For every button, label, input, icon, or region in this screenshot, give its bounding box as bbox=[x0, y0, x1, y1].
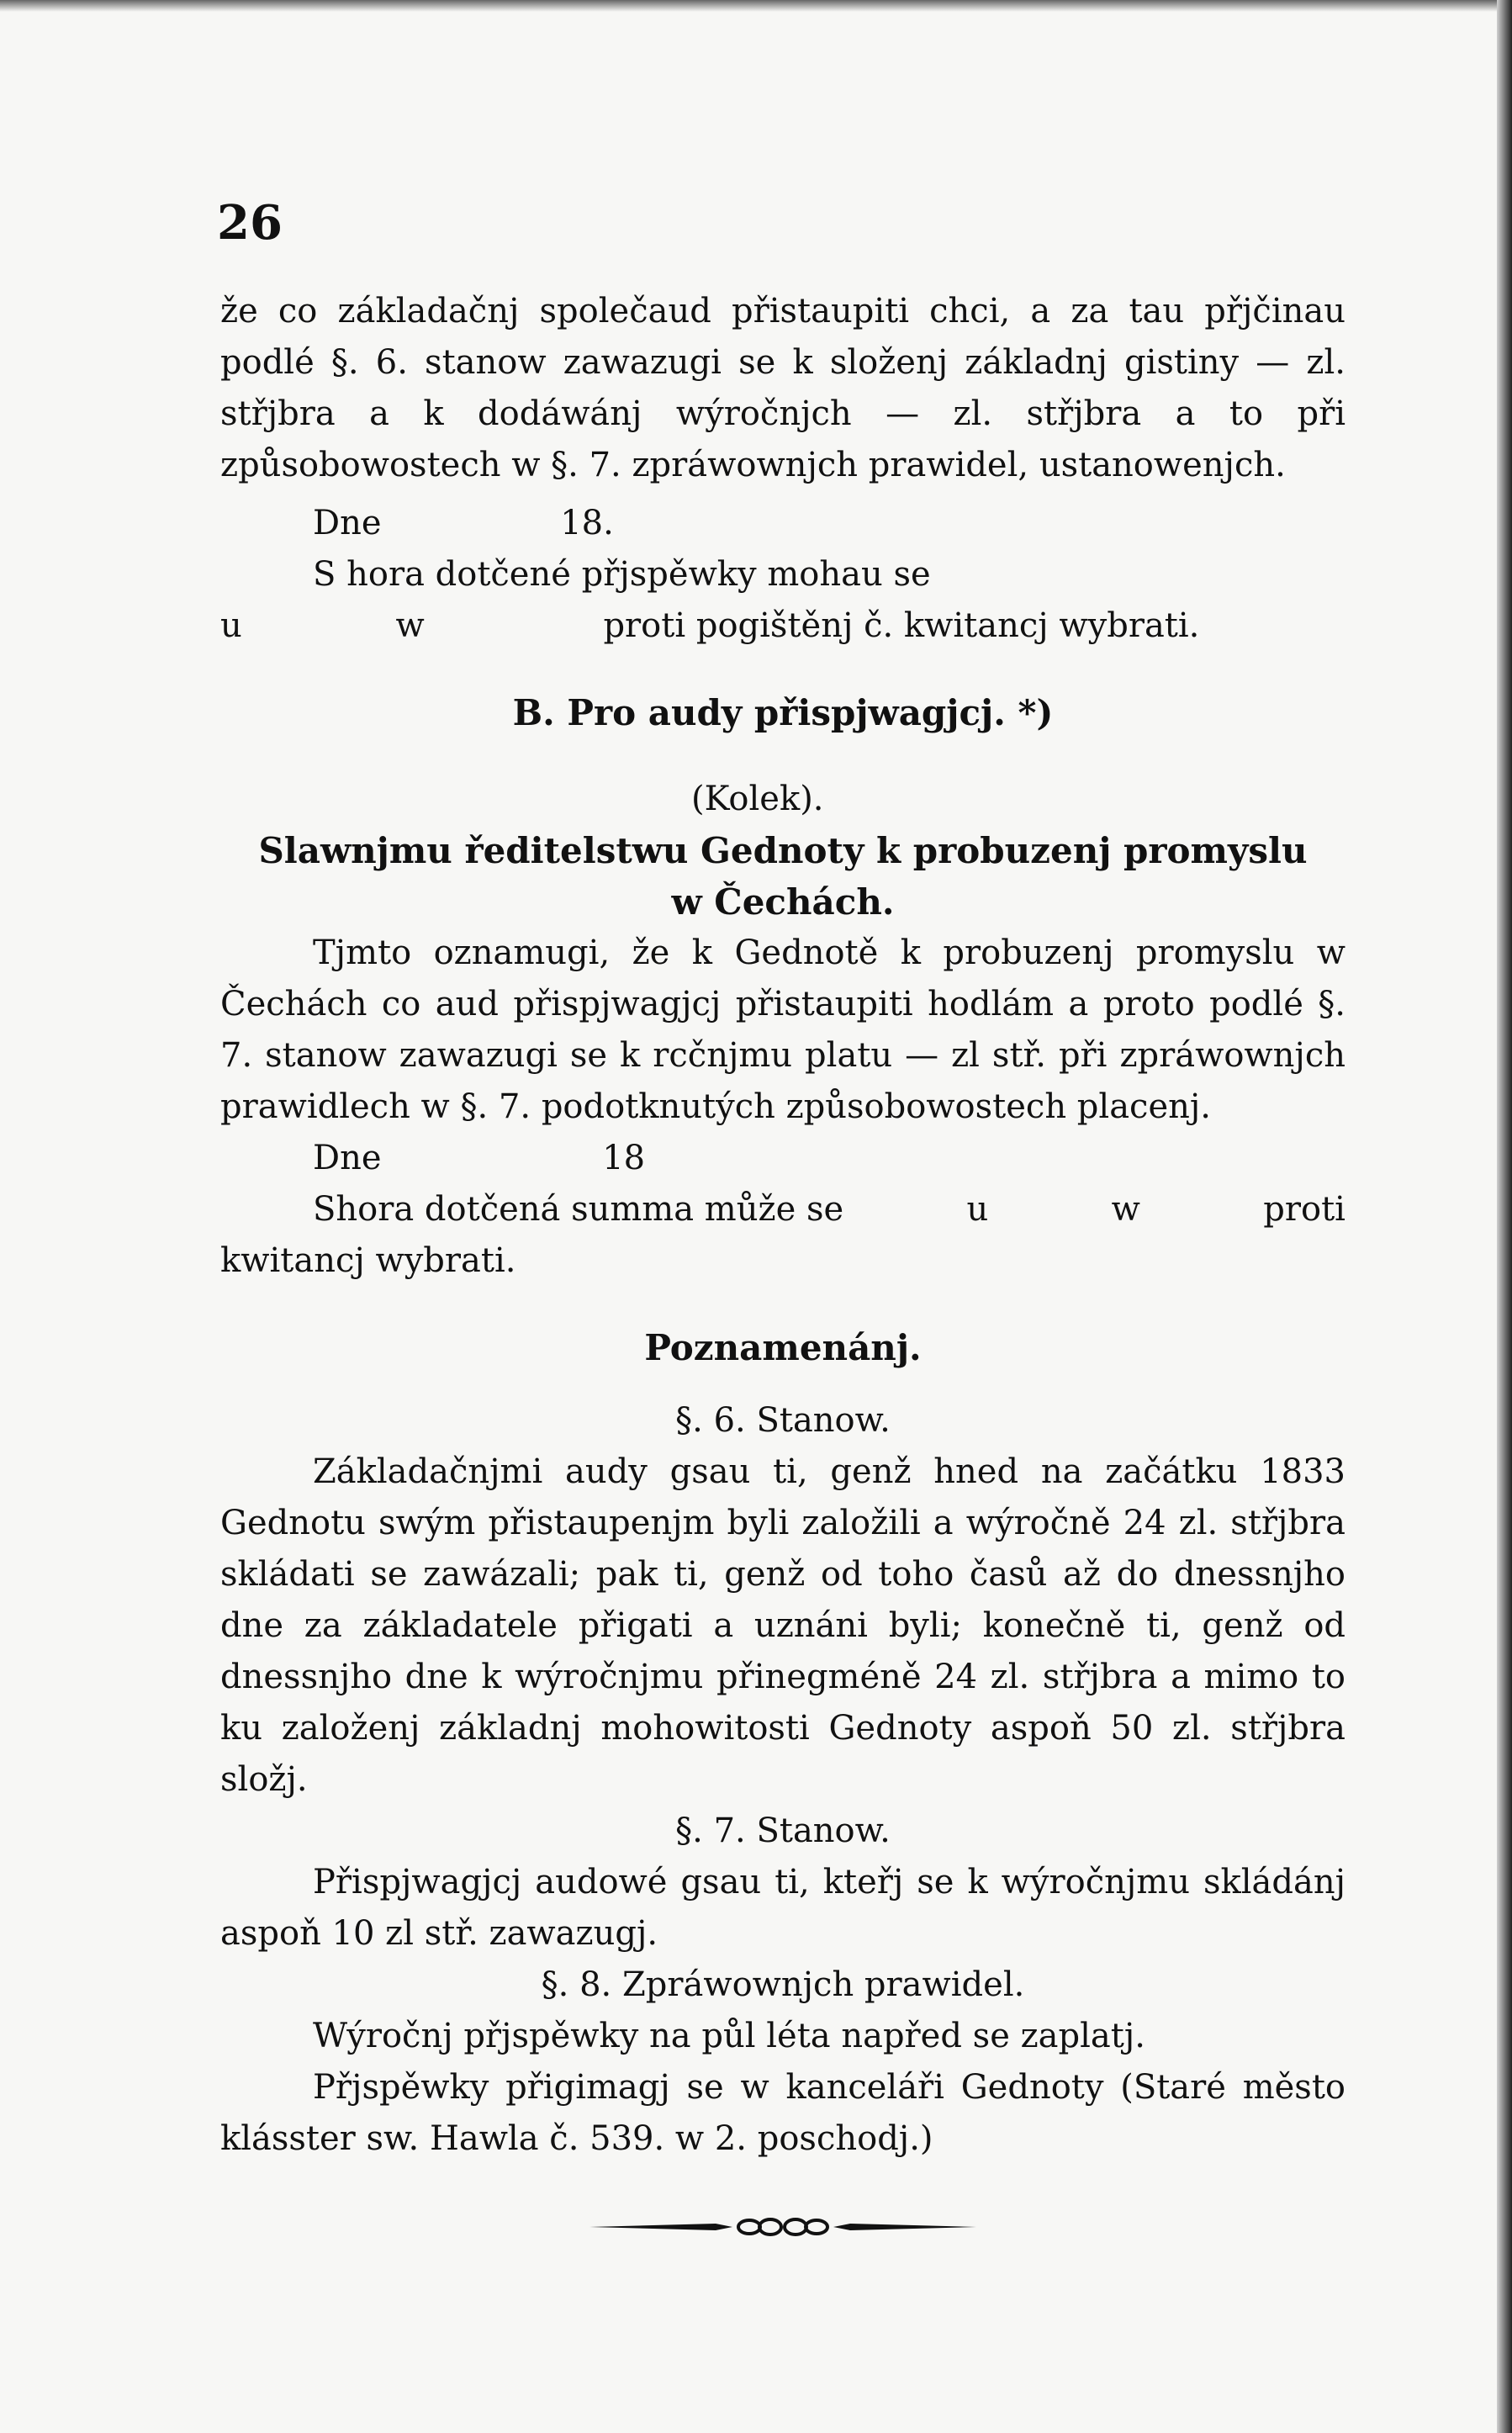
collect-b-part1: Shora dotčená summa může se bbox=[313, 1190, 844, 1229]
collect-w: w bbox=[395, 606, 425, 645]
collect-u: u bbox=[220, 606, 242, 645]
date-line-a bbox=[220, 498, 1345, 549]
collect-line-b2: kwitancj wybrati. bbox=[220, 1241, 516, 1280]
scan-edge-right bbox=[1497, 0, 1512, 2433]
page-text bbox=[220, 286, 1345, 2242]
section-8-text-2: Přjspěwky přigimagj se w kanceláři Gednoty (Staré město klásster sw. Hawla č. 539. w 2. poschodj.) bbox=[220, 2068, 1345, 2158]
page-number: 26 bbox=[217, 195, 283, 251]
date-line-b bbox=[220, 1133, 1345, 1184]
section-7-title: §. 7. Stanow. bbox=[675, 1812, 891, 1850]
scan-edge-top bbox=[0, 0, 1512, 12]
section-7-text: Přispjwagjcj audowé gsau ti, kteřj se k wýročnjmu skládánj aspoň 10 zl stř. zawazugj. bbox=[220, 1863, 1345, 1953]
collect-b-proti: proti bbox=[1263, 1190, 1345, 1229]
intro-paragraph: že co základačnj společaud přistaupiti chci, a za tau přjčinau podlé §. 6. stanow zawazugi se k složenj základnj gistiny — zl. střjbra a k dodáwánj wýročnjch — zl. střjbra a to při způsobowostech w §. 7. zpráwownjch prawidel, ustanowenjch. bbox=[220, 292, 1345, 484]
heading-b: B. Pro audy přispjwagjcj. *) bbox=[512, 692, 1054, 733]
collect-end: proti pogištěnj č. kwitancj wybrati. bbox=[603, 606, 1200, 645]
date-label: Dne bbox=[313, 1139, 382, 1177]
address-line-2: w Čechách. bbox=[671, 881, 895, 923]
address-line-1: Slawnjmu ředitelstwu Gednoty k probuzenj promyslu bbox=[258, 830, 1308, 871]
date-label: Dne bbox=[313, 504, 382, 542]
declaration-paragraph: Tjmto oznamugi, že k Gednotě k probuzenj promyslu w Čechách co aud přispjwagjcj přistaupiti hodlám a proto podlé §. 7. stanow zawazugi se k rcčnjmu platu — zl stř. při zpráwownjch prawidlech w §. 7. podotknutých způsobowostech placenj. bbox=[220, 934, 1345, 1126]
section-6-title: §. 6. Stanow. bbox=[675, 1401, 891, 1440]
collect-line-a1: S hora dotčené přjspěwky mohau se bbox=[313, 555, 931, 594]
ornament-divider bbox=[589, 2208, 976, 2242]
collect-line-a2 bbox=[220, 600, 1345, 652]
collect-b-w: w bbox=[1111, 1190, 1140, 1229]
date-year: 18. bbox=[560, 504, 614, 542]
section-6-text: Základačnjmi audy gsau ti, genž hned na začátku 1833 Gednotu swým přistaupenjm byli založili a wýročně 24 zl. střjbra skládati se zawázali; pak ti, genž od toho časů až do dnessnjho dne za základatele přigati a uznáni byli; konečně ti, genž od dnessnjho dne k wýročnjmu přinegméně 24 zl. střjbra a mimo to ku založenj základnj mohowitosti Gednoty aspoň 50 zl. střjbra složj. bbox=[220, 1452, 1345, 1799]
section-8-text-1: Wýročnj přjspěwky na půl léta napřed se zaplatj. bbox=[313, 2017, 1145, 2055]
notes-title: Poznamenánj. bbox=[644, 1327, 922, 1368]
section-8-title: §. 8. Zpráwownjch prawidel. bbox=[541, 1965, 1025, 2004]
collect-line-b1 bbox=[220, 1184, 1345, 1235]
date-year: 18 bbox=[602, 1139, 646, 1177]
stamp-label: (Kolek). bbox=[691, 780, 824, 818]
collect-b-u: u bbox=[966, 1190, 989, 1229]
